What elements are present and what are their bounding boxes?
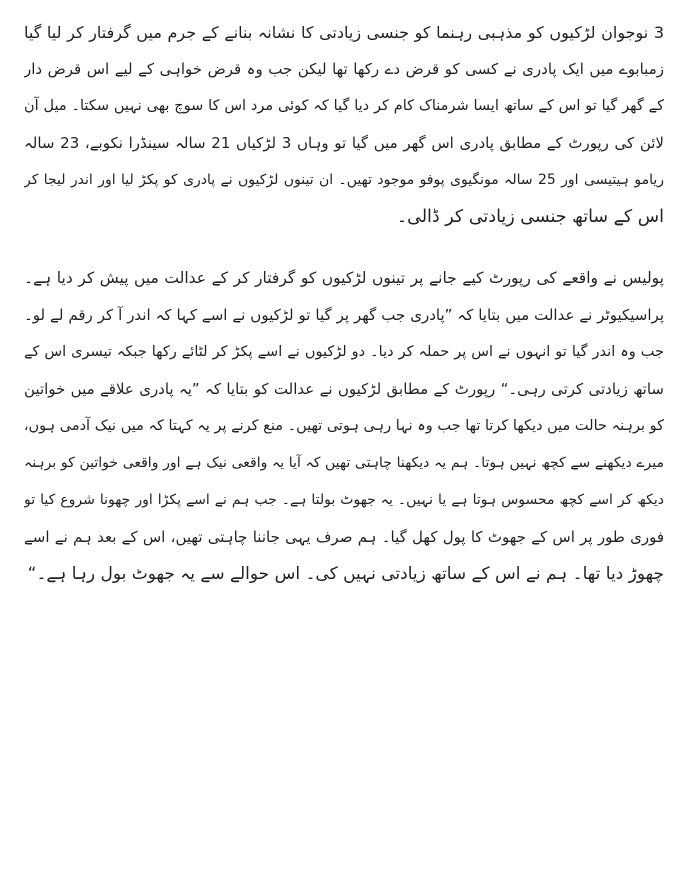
text-line: فوری طور پر اس کے جھوٹ کا پول کھل گیا۔ ہم صرف یہی جاننا چاہتی تھیں، اس کے بعد ہم نے اسے bbox=[24, 528, 664, 546]
text-line: دیکھ کر اسے کچھ محسوس ہوتا ہے یا نہیں۔ یہ جھوٹ بولتا ہے۔ جب ہم نے اسے پکڑا اور چھونا شروع کیا تو bbox=[24, 492, 664, 508]
text-line: ریامو ہیتیسی اور 25 سالہ مونگیوی پوفو موجود تھیں۔ ان تینوں لڑکیوں نے پادری کو پکڑ لیا اور اندر لیجا کر bbox=[24, 172, 664, 188]
text-line: کے گھر گیا تو اس کے ساتھ ایسا شرمناک کام کر دیا گیا کہ کوئی مرد اس کا سوچ بھی نہیں سکتا۔ میل آن bbox=[24, 98, 664, 114]
article-body bbox=[24, 14, 664, 617]
article-paragraph bbox=[24, 14, 664, 236]
text-line: کو برہنہ حالت میں دیکھا کرتا تھا جب وہ نہا رہی ہوتی تھیں۔ منع کرنے پر یہ کہتا کہ میں نیک آدمی ہوں، bbox=[24, 418, 664, 434]
text-line: پولیس نے واقعے کی رپورٹ کیے جانے پر تینوں لڑکیوں کو گرفتار کر کے عدالت میں پیش کر دیا ہے۔ bbox=[24, 269, 664, 287]
text-line: اس کے ساتھ جنسی زیادتی کر ڈالی۔ bbox=[396, 207, 664, 227]
text-line: ساتھ زیادتی کرتی رہی۔“ رپورٹ کے مطابق لڑکیوں نے عدالت کو بتایا کہ ”یہ پادری علاقے میں خواتین bbox=[24, 380, 664, 398]
text-line: جب وہ اندر گیا تو انہوں نے اس پر حملہ کر دیا۔ دو لڑکیوں نے اسے پکڑ کر لٹائے رکھا جبکہ تیسری اس کے bbox=[24, 344, 664, 360]
text-line: میرے دیکھنے سے کچھ نہیں ہوتا۔ ہم یہ دیکھنا چاہتی تھیں کہ آیا یہ واقعی نیک ہے اور واقعی خواتین کو برہنہ bbox=[24, 455, 664, 471]
text-line: 3 نوجوان لڑکیوں کو مذہبی رہنما کو جنسی زیادتی کا نشانہ بنانے کے جرم میں گرفتار کر لیا گیا bbox=[24, 23, 664, 42]
text-line: لائن کی رپورٹ کے مطابق پادری اس گھر میں گیا تو وہاں 3 لڑکیاں 21 سالہ سینڈرا نکوبے، 23 سالہ bbox=[24, 134, 664, 152]
text-line: چھوڑ دیا تھا۔ ہم نے اس کے ساتھ زیادتی نہیں کی۔ اس حوالے سے یہ جھوٹ بول رہا ہے۔“ bbox=[27, 564, 664, 584]
text-line: زمبابوے میں ایک پادری نے کسی کو قرض دے رکھا تھا لیکن جب وہ قرض خواہی کے لیے اس قرض دار bbox=[24, 60, 664, 78]
article-paragraph bbox=[24, 260, 664, 593]
text-line: پراسیکیوٹر نے عدالت میں بتایا کہ ”پادری جب گھر پر گیا تو لڑکیوں نے اسے کہا کہ اندر آ کر رقم لے لو۔ bbox=[24, 306, 664, 324]
